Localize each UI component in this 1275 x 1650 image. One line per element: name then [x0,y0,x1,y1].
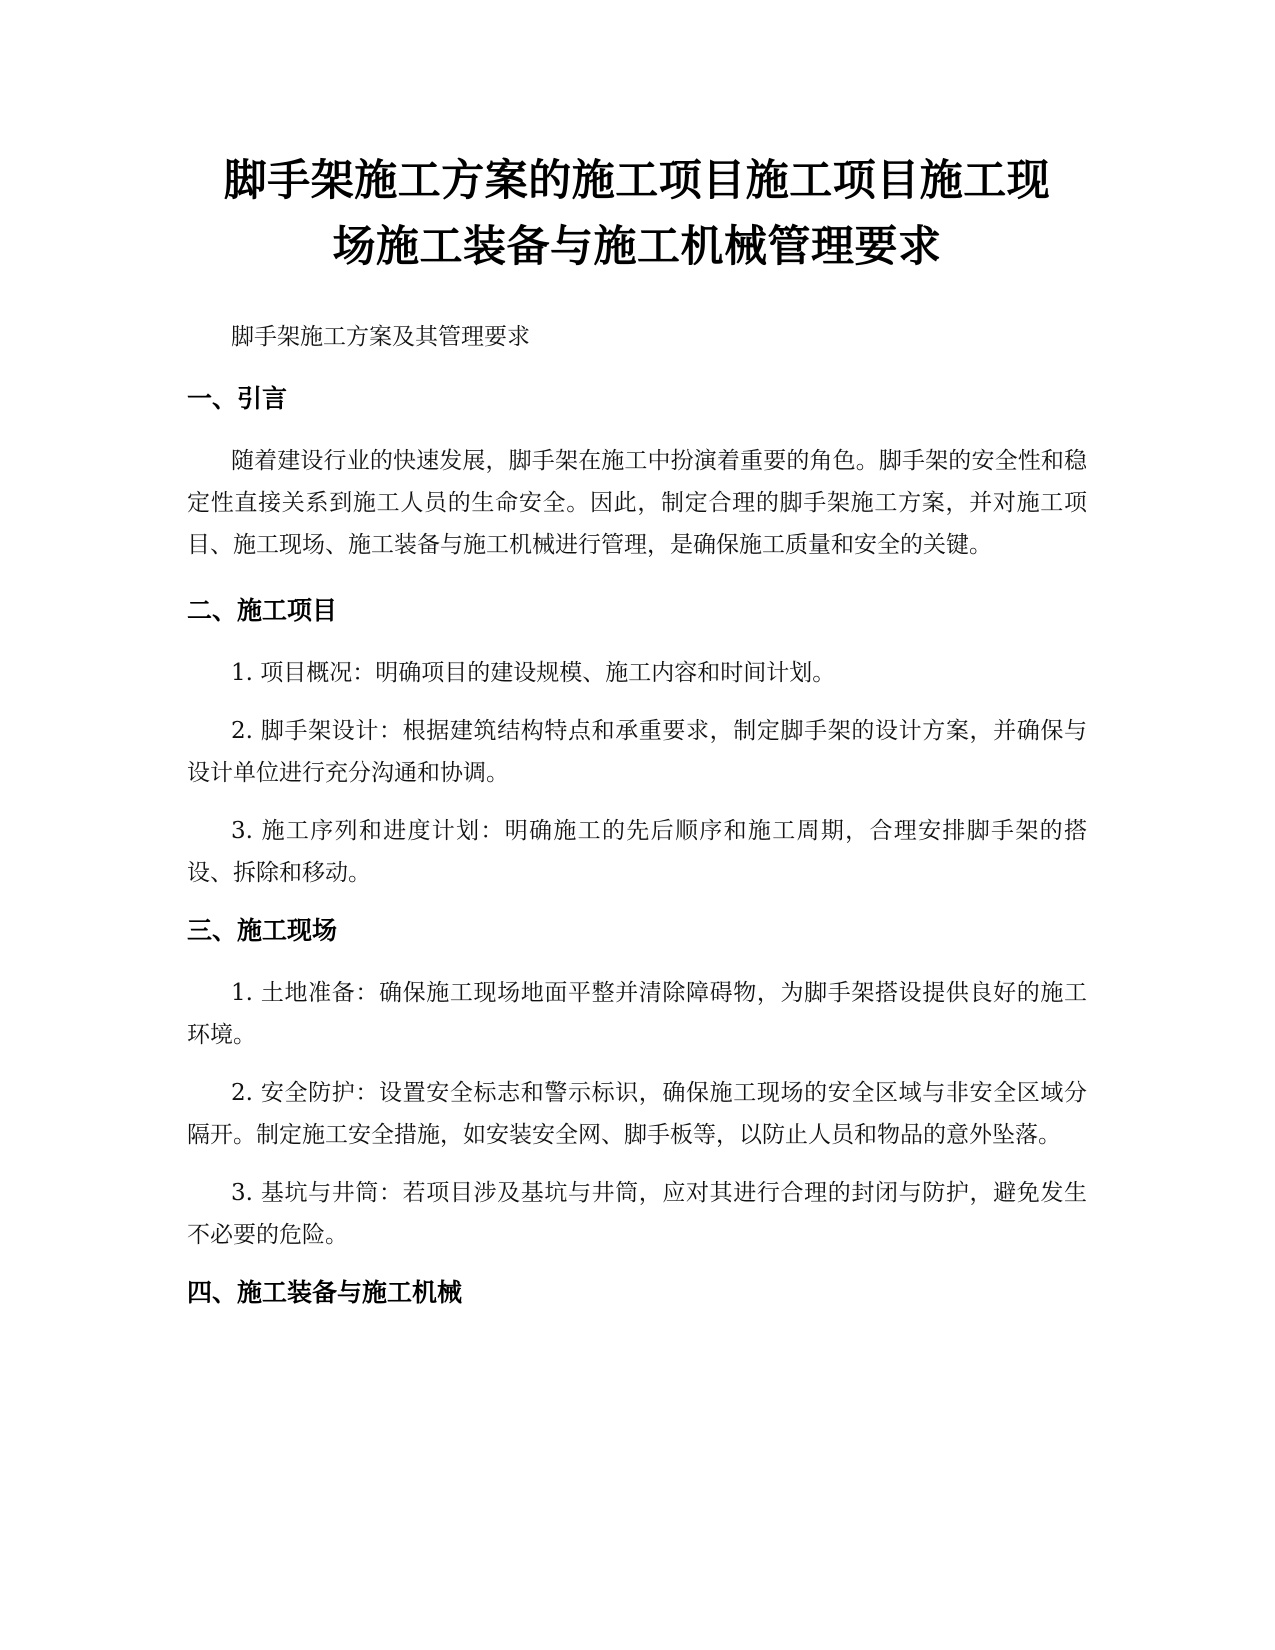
paragraph-scaffold-design: 2. 脚手架设计：根据建筑结构特点和承重要求，制定脚手架的设计方案，并确保与设计单位进行充分沟通和协调。 [187,718,1087,786]
paragraph-schedule: 3. 施工序列和进度计划：明确施工的先后顺序和施工周期，合理安排脚手架的搭设、拆除和移动。 [187,818,1087,886]
title-line-2: 场施工装备与施工机械管理要求 [332,222,942,272]
document-body [187,148,1087,1334]
section-heading-construction-site: 三、施工现场 [187,916,338,945]
section-heading-equipment-machinery: 四、施工装备与施工机械 [187,1278,463,1307]
section-heading-construction-project: 二、施工项目 [187,596,338,625]
paragraph-land-preparation: 1. 土地准备：确保施工现场地面平整并清除障碍物，为脚手架搭设提供良好的施工环境。 [187,980,1087,1048]
paragraph-project-overview: 1. 项目概况：明确项目的建设规模、施工内容和时间计划。 [231,660,836,686]
document-subtitle: 脚手架施工方案及其管理要求 [231,324,530,350]
paragraph-foundation-pit: 3. 基坑与井筒：若项目涉及基坑与井筒，应对其进行合理的封闭与防护，避免发生不必要的危险。 [187,1180,1087,1248]
title-line-1: 脚手架施工方案的施工项目施工项目施工现 [223,156,1051,206]
paragraph-introduction: 随着建设行业的快速发展，脚手架在施工中扮演着重要的角色。脚手架的安全性和稳定性直接关系到施工人员的生命安全。因此，制定合理的脚手架施工方案，并对施工项目、施工现场、施工装备与施工机械进行管理，是确保施工质量和安全的关键。 [187,448,1087,558]
section-heading-introduction: 一、引言 [187,384,288,413]
document-title [187,148,1087,280]
paragraph-safety-protection: 2. 安全防护：设置安全标志和警示标识，确保施工现场的安全区域与非安全区域分隔开。制定施工安全措施，如安装安全网、脚手板等，以防止人员和物品的意外坠落。 [187,1080,1087,1148]
